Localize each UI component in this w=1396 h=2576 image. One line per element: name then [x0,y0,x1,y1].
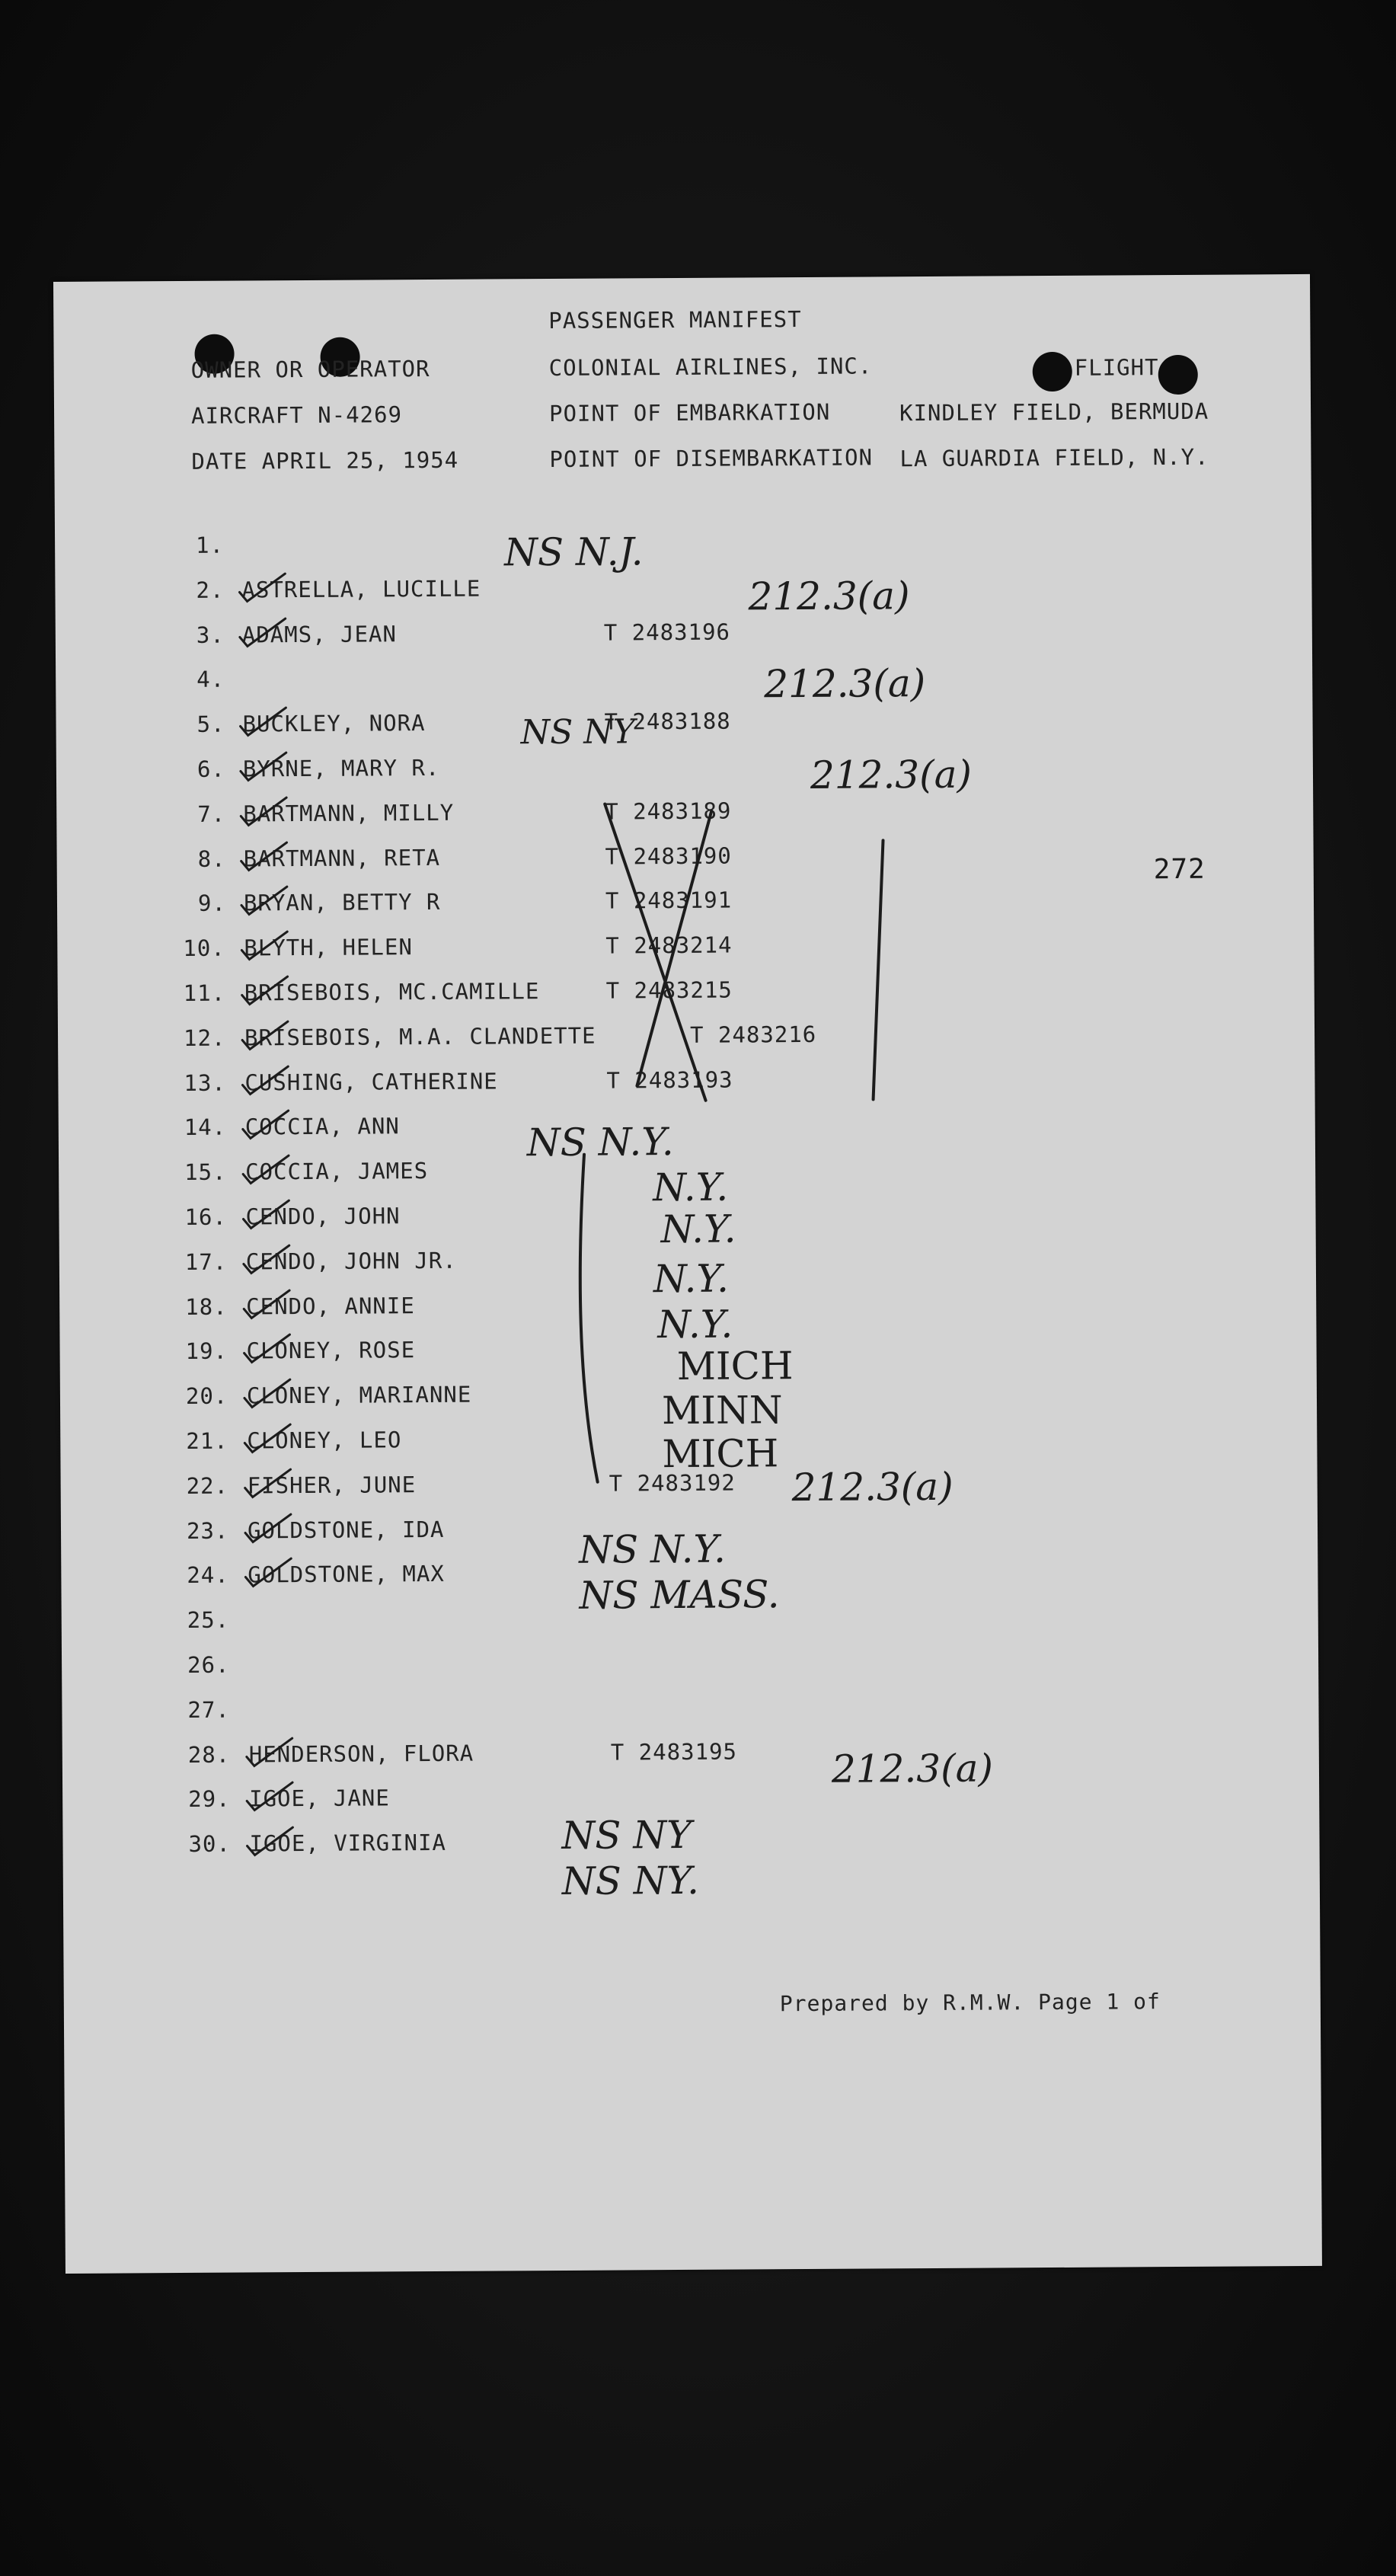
passenger-name: CENDO, ANNIE [246,1292,415,1320]
handwritten-note: 212.3(a) [791,1464,954,1510]
ticket-number: T 2483196 [603,618,731,646]
row-number: 9. [197,890,227,917]
passenger-name: CLONEY, ROSE [246,1337,416,1364]
row-number: 29. [188,1786,231,1813]
passenger-name: GOLDSTONE, IDA [247,1516,445,1544]
handwritten-note: 212.3(a) [748,574,910,619]
handwritten-note: MINN [661,1388,783,1433]
handwritten-note: N.Y. [657,1302,733,1347]
row-number: 11. [183,980,226,1006]
row-number: 26. [187,1651,230,1678]
handwritten-note: 212.3(a) [764,661,926,707]
passenger-name: ASTRELLA, LUCILLE [241,575,481,603]
passenger-name: CUSHING, CATHERINE [244,1068,498,1096]
passenger-name: IGOE, VIRGINIA [249,1830,447,1857]
row-number: 2. [196,577,225,603]
row-number: 20. [185,1382,228,1410]
row-number: 18. [185,1293,228,1320]
row-number: 23. [186,1517,229,1544]
passenger-name: BYRNE, MARY R. [242,754,440,782]
ticket-number: T 2483216 [689,1021,817,1048]
passenger-name: BARTMANN, RETA [243,844,441,872]
handwritten-note: NS N.Y. [579,1526,727,1572]
passenger-name: ADAMS, JEAN [241,620,397,648]
handwritten-note: NS NY. [561,1858,700,1903]
passenger-name: BRISEBOIS, MC.CAMILLE [244,978,540,1006]
row-number: 25. [187,1606,230,1634]
bracket-line [580,1155,598,1482]
passenger-name: CLONEY, MARIANNE [246,1381,472,1409]
row-number: 27. [187,1696,230,1723]
passenger-name: BRYAN, BETTY R [243,889,441,916]
handwritten-note: MICH [662,1431,779,1477]
passenger-name: IGOE, JANE [249,1785,390,1812]
row-number: 22. [186,1472,229,1499]
passenger-name: CLONEY, LEO [247,1427,402,1454]
handwritten-note: NS MASS. [579,1572,780,1618]
row-number: 4. [196,666,225,693]
embarkation-value: KINDLEY FIELD, BERMUDA [899,398,1209,427]
handwritten-note: NS N.Y. [526,1120,674,1165]
ticket-number: T 2483195 [610,1738,738,1766]
row-number: 21. [186,1427,228,1454]
handwritten-note: N.Y. [653,1165,729,1210]
row-number: 28. [187,1741,231,1768]
handwritten-note: MICH [676,1344,794,1389]
pen-marks [53,274,1322,2274]
page-number: 272 [1153,853,1206,886]
passenger-name: COCCIA, JAMES [245,1158,429,1185]
handwritten-note: NS NY [520,712,635,753]
ticket-number: T 2483191 [605,887,733,914]
passenger-name: GOLDSTONE, MAX [248,1561,445,1588]
handwritten-note: NS N.J. [504,529,644,575]
ticket-number: T 2483214 [605,932,733,959]
row-number: 1. [196,532,225,558]
passenger-name: CENDO, JOHN [245,1203,401,1230]
passenger-name: BLYTH, HELEN [244,934,413,961]
ticket-number: T 2483215 [605,976,733,1004]
row-number: 3. [196,622,225,648]
passenger-name: COCCIA, ANN [244,1113,400,1140]
disembarkation-value: LA GUARDIA FIELD, N.Y. [899,443,1209,472]
handwritten-note: 212.3(a) [831,1746,994,1791]
row-number: 10. [183,935,225,962]
aircraft-number: AIRCRAFT N-4269 [190,401,403,429]
ticket-number: T 2483188 [604,708,731,735]
row-number: 14. [184,1114,227,1141]
passenger-name: HENDERSON, FLORA [248,1740,474,1768]
prepared-by-footer: Prepared by R.M.W. Page 1 of [779,1989,1161,2017]
owner-value: COLONIAL AIRLINES, INC. [548,353,873,382]
row-number: 30. [188,1830,232,1858]
row-number: 5. [196,711,225,738]
row-number: 7. [197,801,226,827]
row-number: 17. [184,1248,228,1275]
embarkation-label: POINT OF EMBARKATION [548,398,831,427]
ticket-number: T 2483190 [605,842,732,870]
row-number: 13. [184,1069,226,1096]
passenger-name: FISHER, JUNE [247,1471,417,1499]
owner-label: OWNER OR OPERATOR [190,355,430,383]
row-number: 6. [196,756,225,782]
row-number: 8. [197,845,226,872]
manifest-page [53,274,1322,2274]
row-number: 12. [183,1024,226,1051]
cross-stroke [605,804,705,1101]
passenger-name: BARTMANN, MILLY [243,799,455,827]
bracket-line [872,840,885,1099]
row-number: 24. [187,1562,229,1589]
ticket-number: T 2483192 [609,1469,736,1497]
manifest-title: PASSENGER MANIFEST [548,305,802,334]
passenger-name: CENDO, JOHN JR. [245,1247,457,1275]
passenger-name: BUCKLEY, NORA [242,710,426,737]
row-number: 19. [185,1338,228,1365]
handwritten-note: 212.3(a) [810,752,973,797]
ticket-number: T 2483189 [605,797,732,825]
handwritten-note: NS NY [561,1812,692,1858]
flight-date: DATE APRIL 25, 1954 [191,446,459,475]
disembarkation-label: POINT OF DISEMBARKATION [549,444,874,473]
handwritten-note: N.Y. [660,1207,736,1252]
ticket-number: T 2483193 [606,1066,733,1094]
passenger-name: BRISEBOIS, M.A. CLANDETTE [244,1022,596,1051]
cross-stroke [635,811,713,1086]
row-number: 16. [184,1203,227,1230]
handwritten-note: N.Y. [653,1256,730,1302]
flight-label: FLIGHT [1074,354,1159,381]
row-number: 15. [184,1159,227,1186]
